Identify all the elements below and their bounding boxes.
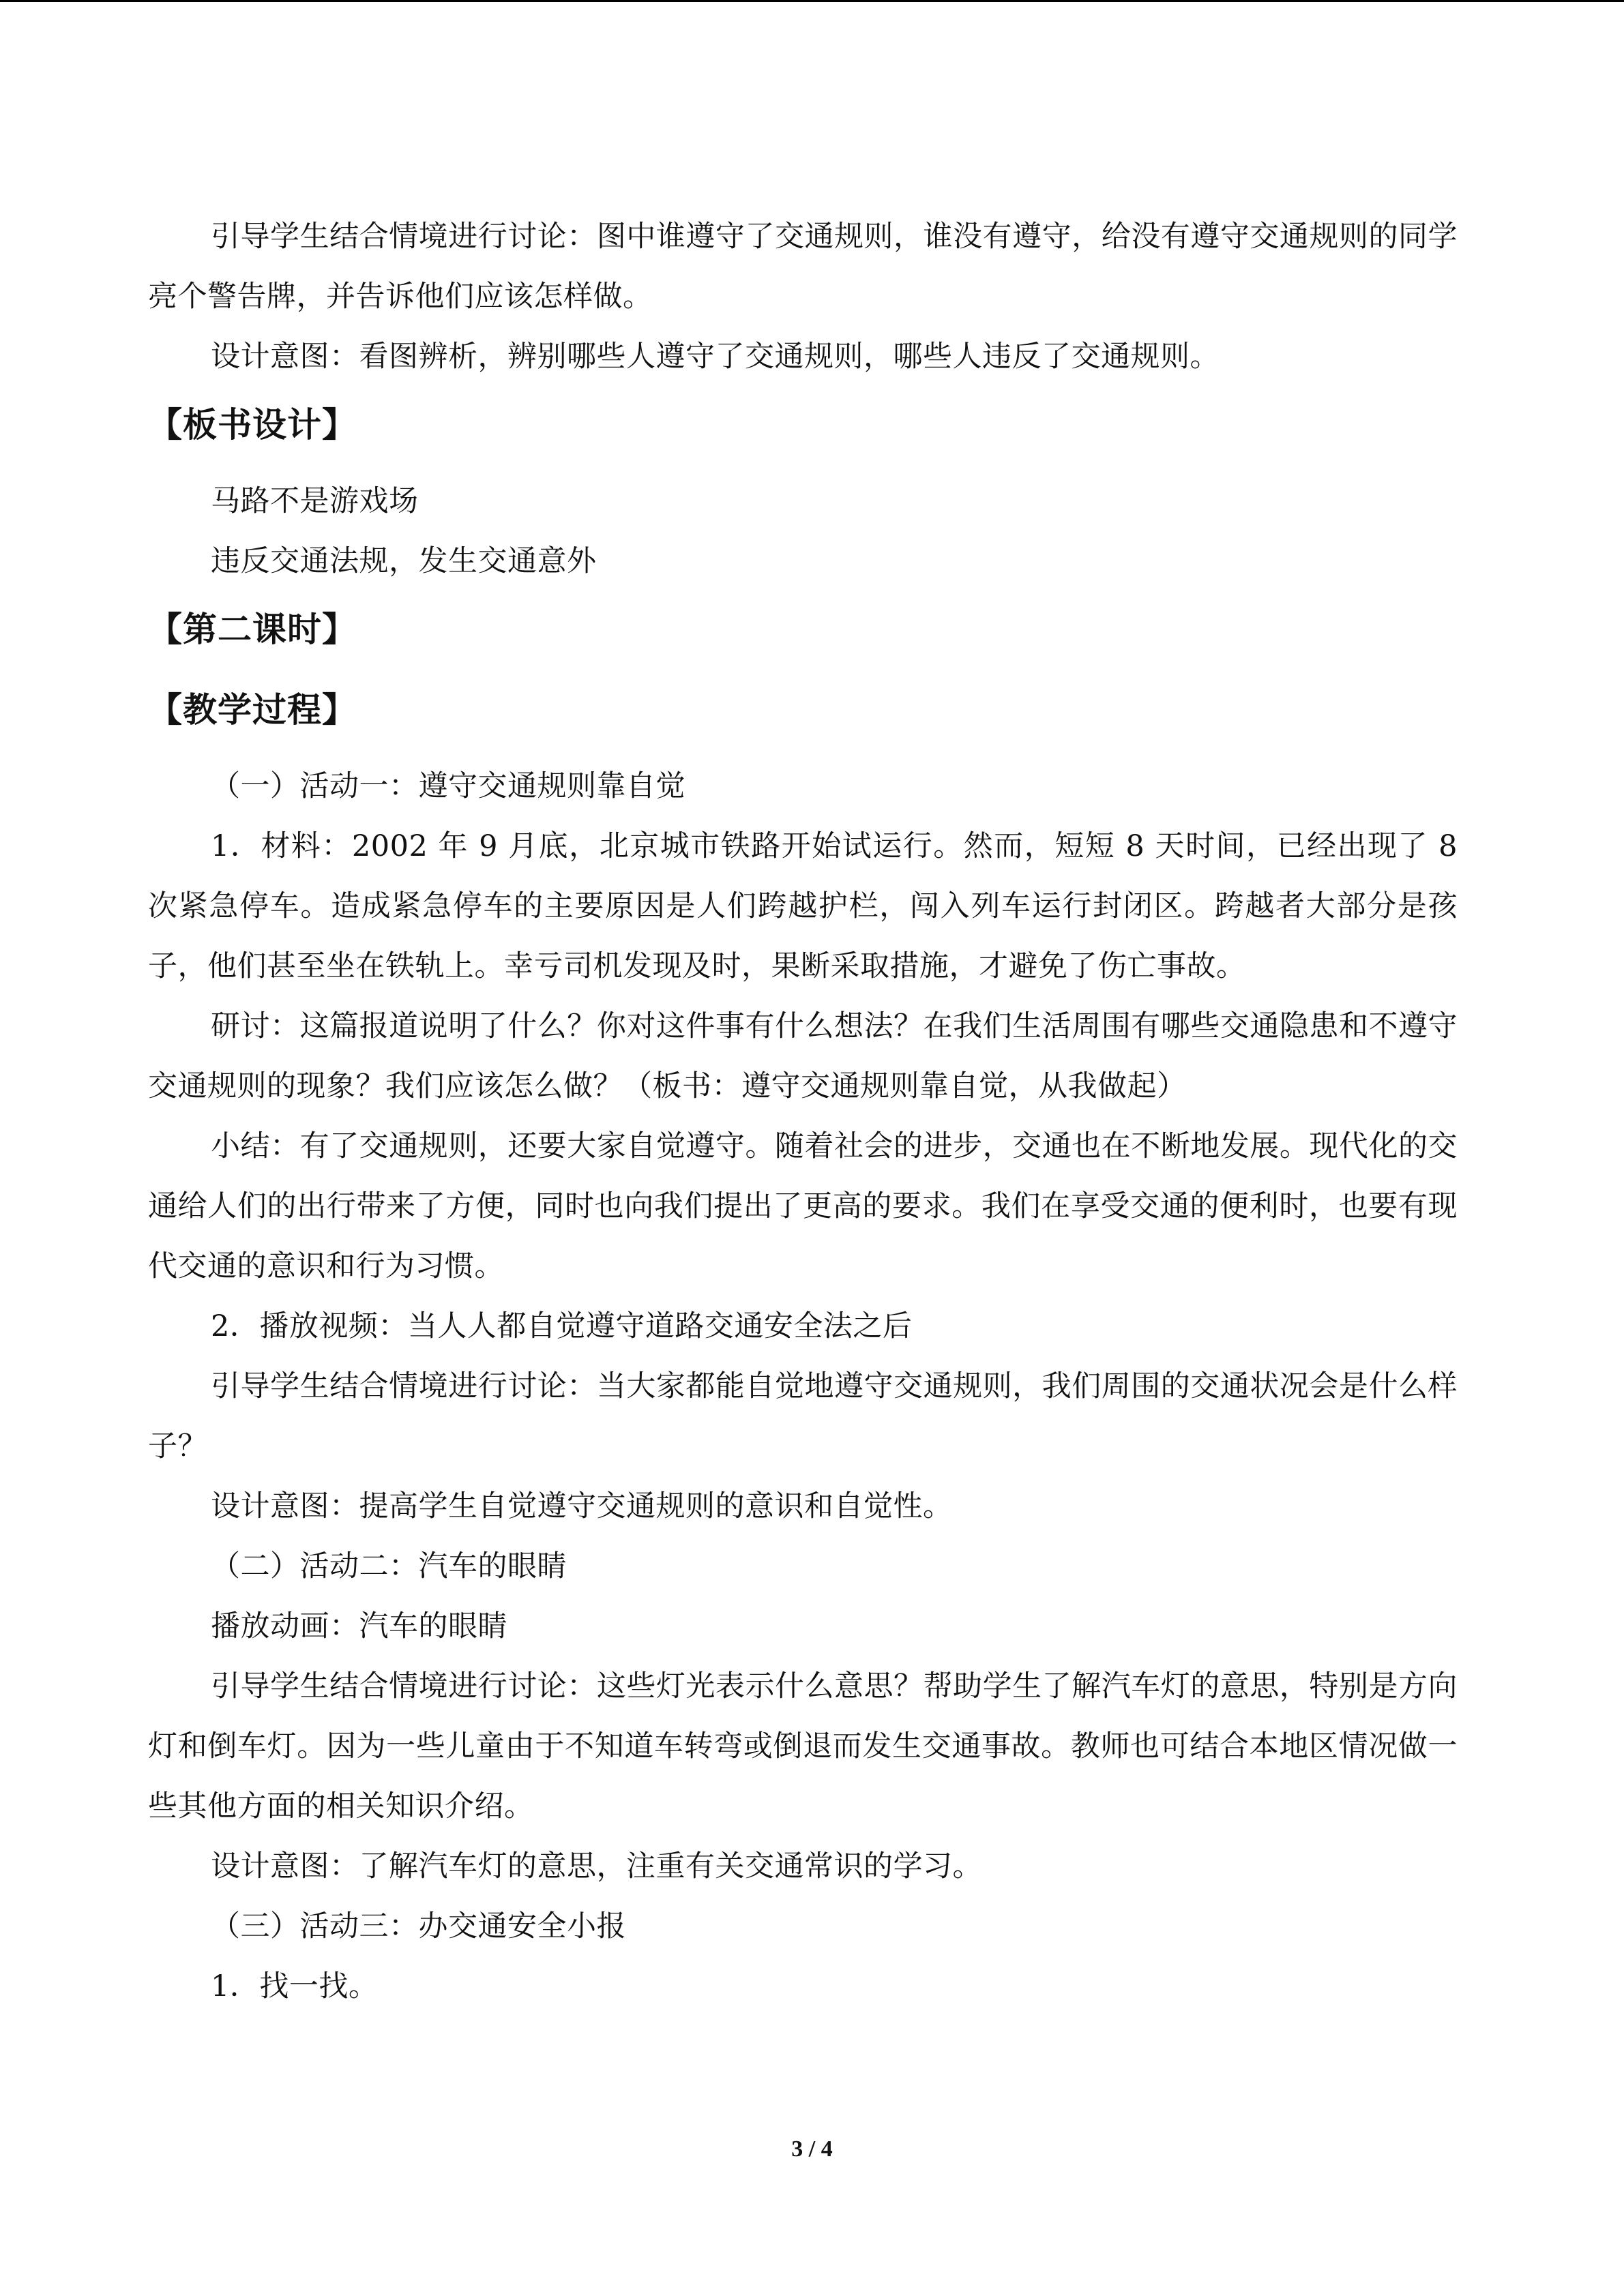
paragraph: 引导学生结合情境进行讨论：图中谁遵守了交通规则，谁没有遵守，给没有遵守交通规则的同学亮个警告牌，并告诉他们应该怎样做。 [148, 220, 1458, 314]
paragraph: 引导学生结合情境进行讨论：当大家都能自觉地遵守交通规则，我们周围的交通状况会是什么样子？ [148, 1369, 1458, 1463]
paragraph: 小结：有了交通规则，还要大家自觉遵守。随着社会的进步，交通也在不断地发展。现代化的交通给人们的出行带来了方便，同时也向我们提出了更高的要求。我们在享受交通的便利时，也要有现代交通的意识和行为习惯。 [148, 1129, 1458, 1283]
paragraph: 1．材料：2002 年 9 月底，北京城市铁路开始试运行。然而，短短 8 天时间，已经出现了 8 次紧急停车。造成紧急停车的主要原因是人们跨越护栏，闯入列车运行封闭区。跨越者大部分是孩子，他们甚至坐在铁轨上。幸亏司机发现及时，果断采取措施，才避免了伤亡事故。 [148, 829, 1458, 983]
paragraph: 设计意图：看图辨析，辨别哪些人遵守了交通规则，哪些人违反了交通规则。 [211, 340, 1220, 374]
activity-title: （一）活动一：遵守交通规则靠自觉 [211, 769, 685, 803]
paragraph: 研讨：这篇报道说明了什么？你对这件事有什么想法？在我们生活周围有哪些交通隐患和不遵守交通规则的现象？我们应该怎么做？（板书：遵守交通规则靠自觉，从我做起） [148, 1009, 1458, 1103]
activity-title: （二）活动二：汽车的眼睛 [211, 1549, 567, 1583]
paragraph: 设计意图：提高学生自觉遵守交通规则的意识和自觉性。 [211, 1489, 953, 1523]
activity-title: （三）活动三：办交通安全小报 [211, 1909, 626, 1943]
paragraph: 播放动画：汽车的眼睛 [211, 1609, 507, 1643]
paragraph: 设计意图：了解汽车灯的意思，注重有关交通常识的学习。 [211, 1849, 982, 1883]
page-content [148, 207, 1458, 2016]
board-line: 马路不是游戏场 [211, 484, 419, 518]
paragraph: 2．播放视频：当人人都自觉遵守道路交通安全法之后 [211, 1309, 913, 1343]
section-heading: 【板书设计】 [148, 405, 357, 445]
paragraph: 1．找一找。 [211, 1969, 379, 2003]
paragraph: 引导学生结合情境进行讨论：这些灯光表示什么意思？帮助学生了解汽车灯的意思，特别是方向灯和倒车灯。因为一些儿童由于不知道车转弯或倒退而发生交通事故。教师也可结合本地区情况做一些其他方面的相关知识介绍。 [148, 1669, 1458, 1823]
page-number: 3 / 4 [791, 2136, 833, 2162]
board-line: 违反交通法规，发生交通意外 [211, 544, 597, 578]
section-heading: 【教学过程】 [148, 690, 357, 730]
section-heading: 【第二课时】 [148, 610, 357, 649]
